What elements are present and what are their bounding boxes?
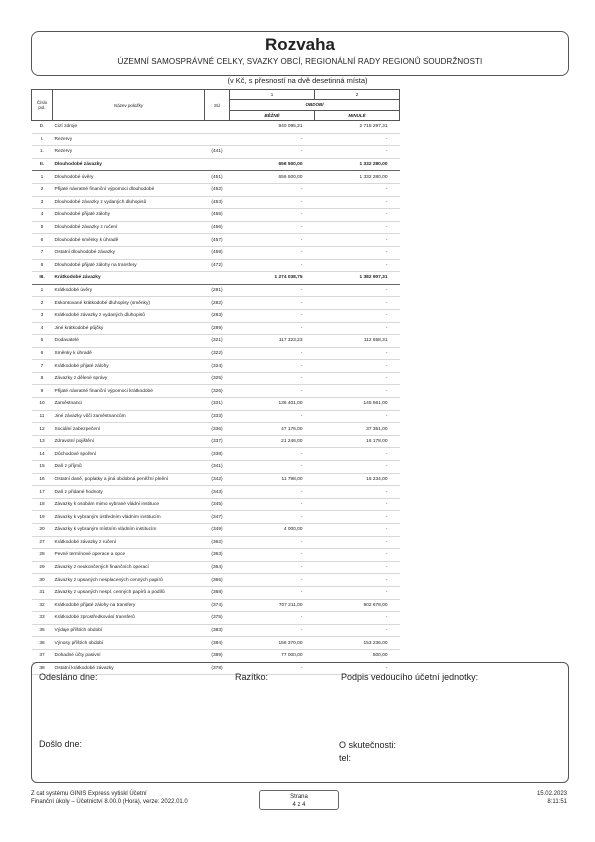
- page-indicator: [259, 790, 339, 810]
- row-current-value: 656 500,00: [230, 158, 315, 171]
- row-number: 13: [32, 435, 53, 448]
- row-current-value: -: [230, 347, 315, 360]
- row-number: 16: [32, 473, 53, 486]
- table-row: [32, 385, 400, 398]
- row-name: Dohadné účty pasivní: [53, 649, 205, 662]
- row-name: Závazky z upsaných nesplacených cenných papírů: [53, 574, 205, 587]
- row-account: (281): [205, 284, 230, 297]
- row-previous-value: -: [315, 372, 400, 385]
- actually-label: O skutečnosti:: [339, 740, 397, 750]
- row-previous-value: -: [315, 561, 400, 574]
- table-row: [32, 221, 400, 234]
- row-previous-value: -: [315, 549, 400, 562]
- row-account: (441): [205, 146, 230, 159]
- row-name: Závazky z upsaných nespl. cenných papírů a podílů: [53, 586, 205, 599]
- row-account: (451): [205, 171, 230, 184]
- row-account: (452): [205, 183, 230, 196]
- row-number: D.: [32, 121, 53, 134]
- row-current-value: 156 370,00: [230, 637, 315, 650]
- row-number: 36: [32, 637, 53, 650]
- row-number: 10: [32, 398, 53, 411]
- row-account: (457): [205, 234, 230, 247]
- table-row: [32, 574, 400, 587]
- footer-left: [31, 790, 188, 806]
- table-row: [32, 649, 400, 662]
- row-account: (325): [205, 372, 230, 385]
- row-previous-value: -: [315, 209, 400, 222]
- row-account: (363): [205, 549, 230, 562]
- row-name: Výdaje příštích období: [53, 624, 205, 637]
- row-account: (283): [205, 309, 230, 322]
- row-name: Směnky k úhradě: [53, 347, 205, 360]
- report-subtitle: ÚZEMNÍ SAMOSPRÁVNÉ CELKY, SVAZKY OBCÍ, REGIONÁLNÍ RADY REGIONŮ SOUDRŽNOSTI: [117, 57, 483, 66]
- row-name: Eskontované krátkodobé dluhopisy (směnky): [53, 297, 205, 310]
- row-current-value: -: [230, 146, 315, 159]
- row-name: Dlouhodobé závazky z vydaných dluhopisů: [53, 196, 205, 209]
- row-account: (384): [205, 637, 230, 650]
- row-number: 17: [32, 486, 53, 499]
- received-date-label: Došlo dne:: [39, 739, 83, 749]
- row-account: (324): [205, 360, 230, 373]
- row-number: 27: [32, 536, 53, 549]
- row-name: Rezervy: [53, 146, 205, 159]
- row-previous-value: 15 234,00: [315, 473, 400, 486]
- table-row: [32, 624, 400, 637]
- row-account: (365): [205, 574, 230, 587]
- row-current-value: 1 274 038,75: [230, 272, 315, 285]
- row-account: (349): [205, 524, 230, 537]
- table-row: [32, 121, 400, 134]
- head-num: Číslo pol.: [32, 90, 53, 121]
- head-col2: 2: [315, 90, 400, 100]
- row-previous-value: 1 382 907,31: [315, 272, 400, 285]
- row-previous-value: -: [315, 461, 400, 474]
- row-current-value: -: [230, 196, 315, 209]
- row-account: (321): [205, 335, 230, 348]
- row-name: Závazky k vybraným místním vládním institucím: [53, 524, 205, 537]
- row-previous-value: 1 332 280,00: [315, 158, 400, 171]
- table-row: [32, 347, 400, 360]
- row-previous-value: -: [315, 524, 400, 537]
- row-name: Dodavatelé: [53, 335, 205, 348]
- row-current-value: -: [230, 511, 315, 524]
- row-number: 18: [32, 498, 53, 511]
- table-row: [32, 360, 400, 373]
- table-row: [32, 209, 400, 222]
- row-previous-value: -: [315, 360, 400, 373]
- row-name: Krátkodobé závazky z vydaných dluhopisů: [53, 309, 205, 322]
- row-name: Dlouhodobé úvěry: [53, 171, 205, 184]
- row-current-value: -: [230, 574, 315, 587]
- row-previous-value: -: [315, 309, 400, 322]
- row-number: 3: [32, 196, 53, 209]
- table-row: [32, 486, 400, 499]
- table-head-row-1: [32, 90, 400, 100]
- head-signature-label: Podpis vedoucího účetní jednotky:: [341, 672, 479, 682]
- row-current-value: -: [230, 297, 315, 310]
- signature-box: [31, 662, 569, 783]
- row-account: (331): [205, 398, 230, 411]
- row-account: (282): [205, 297, 230, 310]
- row-number: 1: [32, 284, 53, 297]
- row-current-value: -: [230, 498, 315, 511]
- table-row: [32, 498, 400, 511]
- row-account: (289): [205, 322, 230, 335]
- head-current: BĚŽNÉ: [230, 110, 315, 120]
- row-current-value: -: [230, 372, 315, 385]
- row-name: Zdravotní pojištění: [53, 435, 205, 448]
- table-row: [32, 637, 400, 650]
- row-account: (472): [205, 259, 230, 272]
- row-name: Krátkodobé přijaté zálohy na transfery: [53, 599, 205, 612]
- row-account: (456): [205, 221, 230, 234]
- balance-table: [31, 89, 400, 675]
- row-number: 28: [32, 549, 53, 562]
- row-name: Ostatní daně, poplatky a jiná obdobná peněžní plnění: [53, 473, 205, 486]
- row-name: Závazky k osobám mimo vybrané vládní instituce: [53, 498, 205, 511]
- row-current-value: 47 176,00: [230, 423, 315, 436]
- row-name: Jiné závazky vůči zaměstnancům: [53, 410, 205, 423]
- row-number: 1.: [32, 146, 53, 159]
- table-row: [32, 183, 400, 196]
- row-previous-value: 145 661,00: [315, 398, 400, 411]
- row-number: 6: [32, 347, 53, 360]
- row-previous-value: 153 236,00: [315, 637, 400, 650]
- row-current-value: -: [230, 246, 315, 259]
- head-period: OBDOBÍ: [230, 100, 400, 110]
- table-row: [32, 309, 400, 322]
- row-name: Závazky z dělené správy: [53, 372, 205, 385]
- row-account: (364): [205, 561, 230, 574]
- print-time: 8:11:51: [547, 799, 567, 805]
- row-number: 29: [32, 561, 53, 574]
- row-name: Sociální zabezpečení: [53, 423, 205, 436]
- head-previous: MINULÉ: [315, 110, 400, 120]
- tel-label: tel:: [339, 753, 352, 763]
- row-current-value: -: [230, 586, 315, 599]
- row-number: 32: [32, 599, 53, 612]
- table-row: [32, 196, 400, 209]
- table-row: [32, 410, 400, 423]
- row-account: (322): [205, 347, 230, 360]
- row-account: (326): [205, 385, 230, 398]
- row-current-value: 656 500,00: [230, 171, 315, 184]
- row-previous-value: 1 332 280,00: [315, 171, 400, 184]
- row-name: Zaměstnanci: [53, 398, 205, 411]
- row-account: (345): [205, 498, 230, 511]
- row-current-value: -: [230, 309, 315, 322]
- row-name: Dlouhodobé závazky z ručení: [53, 221, 205, 234]
- row-number: 8: [32, 259, 53, 272]
- row-previous-value: -: [315, 322, 400, 335]
- row-account: (333): [205, 410, 230, 423]
- row-name: Daň z příjmů: [53, 461, 205, 474]
- report-header: [31, 31, 569, 76]
- footer-left-line2: Finanční úkoly – Účetnictví 8.00.0 (Hora), verze: 2022.01.0: [31, 799, 188, 805]
- units-note: (v Kč, s přesností na dvě desetinná místa): [227, 76, 368, 85]
- row-number: 7: [32, 246, 53, 259]
- row-number: 5: [32, 335, 53, 348]
- row-name: Krátkodobé závazky z ručení: [53, 536, 205, 549]
- row-account: (368): [205, 586, 230, 599]
- row-current-value: 4 000,00: [230, 524, 315, 537]
- head-name: Název položky: [53, 90, 205, 121]
- stamp-label: Razítko:: [235, 672, 269, 682]
- row-previous-value: -: [315, 574, 400, 587]
- row-name: Krátkodobé zprostředkování transferů: [53, 612, 205, 625]
- table-row: [32, 435, 400, 448]
- row-number: 35: [32, 624, 53, 637]
- row-previous-value: -: [315, 624, 400, 637]
- row-number: 8: [32, 372, 53, 385]
- table-row: [32, 171, 400, 184]
- row-current-value: -: [230, 284, 315, 297]
- row-account: (343): [205, 486, 230, 499]
- row-current-value: -: [230, 133, 315, 146]
- row-name: Cizí zdroje: [53, 121, 205, 134]
- row-number: 11: [32, 410, 53, 423]
- row-previous-value: -: [315, 183, 400, 196]
- row-account: (459): [205, 246, 230, 259]
- table-row: [32, 372, 400, 385]
- row-name: Dlouhodobé závazky: [53, 158, 205, 171]
- table-row: [32, 599, 400, 612]
- row-previous-value: -: [315, 259, 400, 272]
- table-row: [32, 561, 400, 574]
- row-previous-value: -: [315, 612, 400, 625]
- row-previous-value: -: [315, 448, 400, 461]
- row-current-value: -: [230, 183, 315, 196]
- row-name: Dlouhodobé směnky k úhradě: [53, 234, 205, 247]
- head-col1: 1: [230, 90, 315, 100]
- row-number: 7: [32, 360, 53, 373]
- row-previous-value: 2 715 297,31: [315, 121, 400, 134]
- row-current-value: 940 095,21: [230, 121, 315, 134]
- row-number: 1: [32, 171, 53, 184]
- row-previous-value: -: [315, 347, 400, 360]
- row-name: Pevné termínové operace a opce: [53, 549, 205, 562]
- row-number: 19: [32, 511, 53, 524]
- row-current-value: -: [230, 259, 315, 272]
- row-number: 31: [32, 586, 53, 599]
- row-previous-value: -: [315, 410, 400, 423]
- row-number: 4: [32, 322, 53, 335]
- row-current-value: -: [230, 486, 315, 499]
- table-row: [32, 473, 400, 486]
- row-number: 3: [32, 309, 53, 322]
- row-account: (341): [205, 461, 230, 474]
- row-current-value: 11 798,00: [230, 473, 315, 486]
- row-number: 5: [32, 221, 53, 234]
- row-name: Krátkodobé úvěry: [53, 284, 205, 297]
- row-previous-value: -: [315, 196, 400, 209]
- table-row: [32, 322, 400, 335]
- row-previous-value: -: [315, 498, 400, 511]
- row-previous-value: -: [315, 146, 400, 159]
- footer-left-line1: Z cat systému GINIS Express vytiskl Účetní: [31, 791, 147, 797]
- row-number: 38: [32, 662, 53, 675]
- row-number: 12: [32, 423, 53, 436]
- row-previous-value: 16 178,00: [315, 435, 400, 448]
- row-account: (378): [205, 662, 230, 675]
- row-name: Krátkodobé přijaté zálohy: [53, 360, 205, 373]
- page-label: Strana: [290, 794, 308, 800]
- row-current-value: -: [230, 360, 315, 373]
- row-previous-value: -: [315, 662, 400, 675]
- row-current-value: -: [230, 536, 315, 549]
- row-current-value: 707 211,00: [230, 599, 315, 612]
- row-name: Závazky z neukončených finančních operací: [53, 561, 205, 574]
- table-row: [32, 272, 400, 285]
- row-number: 20: [32, 524, 53, 537]
- row-account: (362): [205, 536, 230, 549]
- row-account: [205, 133, 230, 146]
- row-account: (389): [205, 649, 230, 662]
- row-previous-value: -: [315, 511, 400, 524]
- row-account: (342): [205, 473, 230, 486]
- table-row: [32, 284, 400, 297]
- row-previous-value: -: [315, 297, 400, 310]
- row-name: Závazky k vybraným ústředním vládním institucím: [53, 511, 205, 524]
- row-previous-value: -: [315, 385, 400, 398]
- row-name: Přijaté návratné finanční výpomoci krátkodobé: [53, 385, 205, 398]
- table-row: [32, 586, 400, 599]
- row-number: II.: [32, 158, 53, 171]
- row-name: Ostatní dlouhodobé závazky: [53, 246, 205, 259]
- row-current-value: -: [230, 561, 315, 574]
- row-previous-value: -: [315, 284, 400, 297]
- table-row: [32, 536, 400, 549]
- row-previous-value: -: [315, 486, 400, 499]
- row-name: Jiné krátkodobé půjčky: [53, 322, 205, 335]
- table-body: [32, 121, 400, 675]
- row-previous-value: -: [315, 234, 400, 247]
- table-row: [32, 146, 400, 159]
- row-current-value: -: [230, 410, 315, 423]
- table-row: [32, 259, 400, 272]
- table-row: [32, 133, 400, 146]
- row-current-value: -: [230, 385, 315, 398]
- table-row: [32, 612, 400, 625]
- row-current-value: -: [230, 549, 315, 562]
- row-current-value: -: [230, 209, 315, 222]
- row-account: (336): [205, 423, 230, 436]
- row-current-value: -: [230, 662, 315, 675]
- row-account: (374): [205, 599, 230, 612]
- table-row: [32, 246, 400, 259]
- row-account: [205, 121, 230, 134]
- table-row: [32, 511, 400, 524]
- table-row: [32, 335, 400, 348]
- row-current-value: 21 246,00: [230, 435, 315, 448]
- row-number: 33: [32, 612, 53, 625]
- row-account: (338): [205, 448, 230, 461]
- row-number: 6: [32, 234, 53, 247]
- row-account: (455): [205, 209, 230, 222]
- row-previous-value: 902 678,00: [315, 599, 400, 612]
- row-name: Ostatní krátkodobé závazky: [53, 662, 205, 675]
- row-name: Daň z přidané hodnoty: [53, 486, 205, 499]
- row-number: 4: [32, 209, 53, 222]
- row-account: [205, 272, 230, 285]
- row-name: Přijaté návratné finanční výpomoci dlouhodobé: [53, 183, 205, 196]
- row-name: Rezervy: [53, 133, 205, 146]
- row-number: 30: [32, 574, 53, 587]
- page-number: 4 z 4: [292, 802, 306, 808]
- row-previous-value: -: [315, 586, 400, 599]
- row-number: 15: [32, 461, 53, 474]
- table-row: [32, 234, 400, 247]
- sent-date-label: Odesláno dne:: [39, 672, 98, 682]
- row-current-value: 77 000,00: [230, 649, 315, 662]
- page-footer: [31, 790, 567, 816]
- row-name: Krátkodobé závazky: [53, 272, 205, 285]
- row-previous-value: -: [315, 536, 400, 549]
- row-current-value: -: [230, 322, 315, 335]
- row-current-value: -: [230, 612, 315, 625]
- row-account: (347): [205, 511, 230, 524]
- table-row: [32, 158, 400, 171]
- row-name: Výnosy příštích období: [53, 637, 205, 650]
- row-account: [205, 158, 230, 171]
- row-previous-value: 500,00: [315, 649, 400, 662]
- report-title: Rozvaha: [265, 35, 335, 54]
- row-current-value: -: [230, 461, 315, 474]
- row-number: 2: [32, 297, 53, 310]
- row-name: Dlouhodobé přijaté zálohy: [53, 209, 205, 222]
- row-account: (375): [205, 612, 230, 625]
- row-current-value: 136 401,00: [230, 398, 315, 411]
- row-current-value: -: [230, 234, 315, 247]
- row-current-value: -: [230, 624, 315, 637]
- row-previous-value: 112 658,31: [315, 335, 400, 348]
- table-row: [32, 524, 400, 537]
- row-account: (453): [205, 196, 230, 209]
- row-account: (337): [205, 435, 230, 448]
- row-previous-value: -: [315, 133, 400, 146]
- row-name: Dlouhodobé přijaté zálohy na transfery: [53, 259, 205, 272]
- row-current-value: 117 323,23: [230, 335, 315, 348]
- row-number: 37: [32, 649, 53, 662]
- table-row: [32, 423, 400, 436]
- footer-right: [537, 790, 567, 806]
- row-number: III.: [32, 272, 53, 285]
- row-number: 9: [32, 385, 53, 398]
- row-previous-value: -: [315, 246, 400, 259]
- table-row: [32, 398, 400, 411]
- row-name: Důchodové spoření: [53, 448, 205, 461]
- table-row: [32, 549, 400, 562]
- print-date: 15.02.2023: [536, 791, 567, 797]
- row-number: I.: [32, 133, 53, 146]
- row-number: 14: [32, 448, 53, 461]
- row-account: (383): [205, 624, 230, 637]
- table-row: [32, 297, 400, 310]
- row-number: 2: [32, 183, 53, 196]
- table-row: [32, 448, 400, 461]
- row-current-value: -: [230, 221, 315, 234]
- row-current-value: -: [230, 448, 315, 461]
- row-previous-value: -: [315, 221, 400, 234]
- table-row: [32, 461, 400, 474]
- head-sy: SÚ: [205, 90, 230, 121]
- row-previous-value: 37 351,00: [315, 423, 400, 436]
